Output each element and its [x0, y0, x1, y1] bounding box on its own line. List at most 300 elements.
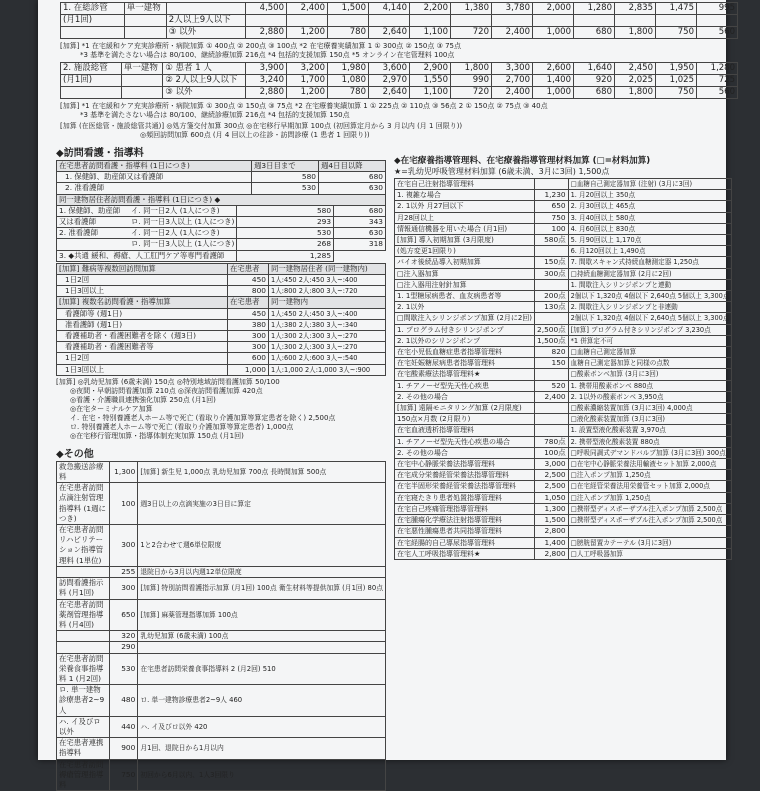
fee-value: 720 — [451, 27, 492, 39]
fee-value: 3,300 — [492, 63, 533, 75]
other-note: 退院日から3月以内週12単位限度 — [138, 566, 386, 577]
row-label: 1日2回 — [57, 353, 228, 364]
fee-value: 1,280 — [697, 63, 738, 75]
multi-visit-table — [56, 263, 386, 376]
other-label: 在宅患者訪問点滴注射管理指導料 (1週につき) — [57, 483, 110, 525]
care-note: □人工呼吸器加算 — [568, 548, 732, 559]
other-value: 900 — [110, 738, 138, 759]
other-note — [138, 642, 386, 653]
same-building-head: 同一建物居住者訪問看護・指導料 (1日につき) ◆ — [57, 194, 386, 205]
row-breakdown: 1人:450 2人:450 3人~:400 — [269, 308, 386, 319]
row-breakdown: 1人:800 2人:800 3人~:720 — [269, 286, 386, 297]
care-note: 2. 月30回以上 465点 — [568, 201, 732, 212]
care-value — [535, 313, 569, 324]
care-note: 1. 月20回以上 350点 — [568, 190, 732, 201]
care-value: 1,500点 — [535, 335, 569, 346]
other-note: 週3日以上の点滴実施の3日目に算定 — [138, 483, 386, 525]
fee-value: 1,550 — [410, 75, 451, 87]
other-value: 440 — [110, 716, 138, 737]
fee-value: 680 — [574, 27, 615, 39]
care-value: 3,000 — [535, 459, 569, 470]
care-note: □膀胱留置カテーテル (3月に3回) — [568, 537, 732, 548]
fee-value: 990 — [451, 75, 492, 87]
care-label: □間歇注入シリンジポンプ加算 (2月に2回) — [395, 313, 535, 324]
row-category: (月1回) — [61, 75, 122, 87]
other-note: 乳幼児加算 (6歳未満) 100点 — [138, 631, 386, 642]
row-building: 単一建物 — [124, 3, 166, 15]
care-note: 2個以下 1,320点 4個以下 2,640点 5個以上 3,300点 — [568, 313, 732, 324]
care-label: バイオ後続品導入初期加算 — [395, 257, 535, 268]
care-note: 2. 間歇注入シリンジポンプと非連動 — [568, 302, 732, 313]
other-note: 在宅患者訪問栄養食事指導料 2 (月2回) 510 — [138, 653, 386, 685]
section-other-title: ◆その他 — [56, 448, 94, 460]
care-value: 300点 — [535, 268, 569, 279]
row-count: 2人以上9人以下 — [166, 15, 245, 27]
fee-value: 995 — [697, 3, 738, 15]
top-fee-section — [60, 0, 738, 140]
care-note: □携帯型ディスポーザブル注入ポンプ加算 2,500点 — [568, 515, 732, 526]
row-category: 1. 在総診管 — [61, 3, 125, 15]
care-note: 3. 月40回以上 580点 — [568, 212, 732, 223]
fee-value — [369, 15, 410, 27]
care-label: 2. 1以外 — [395, 302, 535, 313]
fee-value — [287, 15, 328, 27]
fee-value: 2,200 — [410, 3, 451, 15]
care-label: 在宅腫瘍化学療法注射指導管理料 — [395, 515, 535, 526]
row-label — [57, 205, 237, 216]
note-line: ◎在宅移行管理加算・指導体制充実加算 150点 (月1回) — [70, 431, 244, 440]
fee-value: 4,140 — [369, 3, 410, 15]
care-note: [加算] プログラム付きシリンジポンプ 3,230点 — [568, 324, 732, 335]
home-care-table — [394, 178, 732, 560]
row-value: 630 — [319, 183, 386, 194]
fee-value — [451, 15, 492, 27]
row-count: ③ 以外 — [163, 87, 246, 99]
care-label: 在宅人工呼吸指導管理料★ — [395, 548, 535, 559]
care-note: 7. 間歇スキャン式持続血糖測定器 1,250点 — [568, 257, 732, 268]
care-note: 1. 間歇注入シリンジポンプと連動 — [568, 279, 732, 290]
row-value: 300 — [228, 331, 269, 342]
row-label-1: 1. 保健師、助産師 — [59, 205, 121, 215]
fee-value: 3,600 — [369, 63, 410, 75]
row-category — [61, 27, 125, 39]
other-value: 100 — [110, 483, 138, 525]
care-label: □注入器加算 — [395, 268, 535, 279]
fee-value: 750 — [656, 27, 697, 39]
row-breakdown: 1人:300 2人:300 3人~:270 — [269, 331, 386, 342]
multi-head-c2: 同一建物内 — [269, 297, 386, 308]
fee-value: 725 — [697, 75, 738, 87]
fee-value: 780 — [328, 87, 369, 99]
care-value: 2,500 — [535, 470, 569, 481]
section-home-care-sub: ★=乳幼児呼吸管理材料加算 (6歳未満、3月に3回) 1,500点 — [394, 167, 610, 176]
row-label-1: 2. 准看護師 — [59, 228, 98, 238]
care-label: 1. 複雑な場合 — [395, 190, 535, 201]
row-value: 380 — [228, 319, 269, 330]
add-head-c2: 同一建物居住者 (同一建物内) — [269, 263, 386, 274]
specialist-label: 3. ◆共通 緩和、褥瘡、人工肛門ケア等専門看護師 — [57, 250, 237, 261]
note-line: [加算] ◎乳幼児加算 (6歳未満) 150点 ◎特別地域訪問看護加算 50/100 — [56, 377, 280, 386]
care-note: 2個以下 1,320点 4個以下 2,640点 5個以上 3,300点 — [568, 291, 732, 302]
other-note: [加算] 特別訪問看護指示加算 (月1回) 100点 衛生材料等提供加算 (月1回) 80点 — [138, 578, 386, 599]
care-label: [加算] 遠隔モニタリング加算 (2月限度) — [395, 403, 535, 414]
other-label: 在宅患者訪問リハビリテーション指導管理料 (1単位) — [57, 525, 110, 567]
other-table — [56, 461, 386, 791]
care-value: 100点 — [535, 447, 569, 458]
fee-value: 1,400 — [533, 75, 574, 87]
fee-value — [533, 15, 574, 27]
care-label: 在宅酸素療法指導管理料★ — [395, 369, 535, 380]
care-value: 1,300 — [535, 503, 569, 514]
note-2: [加算] *1 在宅緩和ケア充実診療所・病院加算 ① 300点 ② 150点 ③ 75点 *2 在宅療養実績加算 1 ① 225点 ② 110点 ③ 56点 2 ① 150点 ② 75点 ③ 40点 — [60, 102, 548, 110]
care-label: 在宅血液透析指導管理料 — [395, 425, 535, 436]
specialist-value: 1,285 — [237, 250, 334, 261]
row-breakdown: 1人:1,000 2人:1,000 3人~:900 — [269, 364, 386, 375]
care-value: 100 — [535, 223, 569, 234]
care-value: 520 — [535, 380, 569, 391]
fee-value — [574, 15, 615, 27]
row-value: 580 — [252, 172, 319, 183]
other-note: 月1回、退院日から1月以内 — [138, 738, 386, 759]
row-count: ② 2人以上9人以下 — [163, 75, 246, 87]
care-value — [535, 279, 569, 290]
fee-value: 1,800 — [615, 87, 656, 99]
care-note: □携帯型ディスポーザブル注入ポンプ加算 2,500点 — [568, 503, 732, 514]
care-value: 820 — [535, 347, 569, 358]
row-label — [57, 239, 237, 250]
row-value: 580 — [237, 205, 334, 216]
note-3: [加算 (在医総管・施設総管共通)] ◎処方箋交付加算 300点 ◎在宅移行早期加算 100点 (初回算定月から 3 月以内 (月 1 回限り)) — [60, 122, 463, 130]
nursing-notes — [56, 378, 386, 441]
other-note: ロ. 単一建物診療患者2~9人 460 — [138, 685, 386, 717]
row-label — [57, 217, 237, 228]
care-label: □注入器用注射針加算 — [395, 279, 535, 290]
care-label: 2. その他の場合 — [395, 447, 535, 458]
row-label: 看護補助者・看護困難者を除く (週3日) — [57, 331, 228, 342]
fee-value: 1,200 — [287, 87, 328, 99]
visit-nursing-table — [56, 160, 386, 206]
row-value: 293 — [237, 217, 334, 228]
fee-value: 3,900 — [246, 63, 287, 75]
other-label — [57, 631, 110, 642]
other-note: [加算] 麻薬管理指導加算 100点 — [138, 599, 386, 631]
note-1: [加算] *1 在宅緩和ケア充実診療所・病院加算 ① 400点 ② 200点 ③ 100点 *2 在宅療養実績加算 1 ① 300点 ② 150点 ③ 75点 — [60, 42, 462, 50]
care-note: □在宅経管栄養法用栄養管セット加算 2,000点 — [568, 481, 732, 492]
other-note: [加算] 新生児 1,000点 乳幼児加算 700点 長時間加算 500点 — [138, 461, 386, 482]
fee-value: 1,800 — [615, 27, 656, 39]
fee-value: 2,400 — [287, 3, 328, 15]
fee-value: 1,100 — [410, 27, 451, 39]
fee-value: 1,380 — [451, 3, 492, 15]
multi-head-label: [加算] 複数名訪問看護・指導加算 — [57, 297, 228, 308]
other-label: 在宅患者訪問褥瘡管理指導料 — [57, 759, 110, 791]
other-label: 訪問看護指示料 (月1回) — [57, 578, 110, 599]
fee-value: 1,000 — [533, 27, 574, 39]
other-label — [57, 642, 110, 653]
fee-value — [615, 15, 656, 27]
care-value: 2,500点 — [535, 324, 569, 335]
care-value: 750 — [535, 212, 569, 223]
care-note: □酸素濃縮装置加算 (3月に3回) 4,000点 — [568, 403, 732, 414]
care-note — [568, 526, 732, 537]
care-note: 4. 月60回以上 830点 — [568, 223, 732, 234]
fee-value: 2,970 — [369, 75, 410, 87]
row-label-2: イ. 同一日2人 (1人につき) — [131, 228, 220, 238]
care-value: 1,050 — [535, 492, 569, 503]
fee-value: 2,400 — [492, 27, 533, 39]
fee-value: 1,200 — [287, 27, 328, 39]
fee-value: 1,000 — [533, 87, 574, 99]
other-label: 在宅患者訪問栄養食事指導料 1 (月2回) — [57, 653, 110, 685]
fee-value: 750 — [656, 87, 697, 99]
note-line: ◎在宅ターミナルケア加算 — [70, 404, 153, 413]
row-value: 343 — [334, 217, 386, 228]
care-label: 在宅小児低血糖症患者指導管理料 — [395, 347, 535, 358]
other-label: ハ. イ及びロ以外 — [57, 716, 110, 737]
care-note: □注入ポンプ加算 1,250点 — [568, 492, 732, 503]
document-sheet — [38, 0, 735, 789]
fee-value: 1,475 — [656, 3, 697, 15]
visit-nursing-head-w4: 週4日目以降 — [319, 161, 386, 172]
row-value: 300 — [228, 342, 269, 353]
row-category: 2. 施設総管 — [61, 63, 122, 75]
fee-value: 920 — [574, 75, 615, 87]
row-label: 1. 保健師、助産師又は看護師 — [57, 172, 252, 183]
other-label — [57, 566, 110, 577]
row-value: 800 — [228, 286, 269, 297]
fee-value — [492, 15, 533, 27]
care-note: □注入ポンプ加算 1,250点 — [568, 470, 732, 481]
care-label: 在宅半固形栄養経管栄養法指導管理料 — [395, 481, 535, 492]
fee-value: 680 — [574, 87, 615, 99]
row-building — [124, 15, 166, 27]
care-value: 2,500 — [535, 481, 569, 492]
row-value: 450 — [228, 275, 269, 286]
care-value — [535, 369, 569, 380]
fee-value: 3,240 — [246, 75, 287, 87]
fee-value: 3,200 — [287, 63, 328, 75]
fee-value: 2,700 — [492, 75, 533, 87]
care-label: 2. 1以外 月27回以下 — [395, 201, 535, 212]
fee-value: 1,080 — [328, 75, 369, 87]
row-count: ① 患者 1 人 — [163, 63, 246, 75]
other-value: 300 — [110, 525, 138, 567]
fee-value: 3,780 — [492, 3, 533, 15]
fee-value: 1,950 — [656, 63, 697, 75]
care-value: 780点 — [535, 436, 569, 447]
care-note: □呼吸同調式デマンドバルブ加算 (3月に3回) 300点 — [568, 447, 732, 458]
fee-value: 780 — [328, 27, 369, 39]
care-value — [535, 403, 569, 414]
fee-value: 2,000 — [533, 3, 574, 15]
care-value: 200点 — [535, 291, 569, 302]
care-label: 1. 1型糖尿病患者、血友病患者等 — [395, 291, 535, 302]
fee-value — [656, 15, 697, 27]
fee-value: 2,025 — [615, 75, 656, 87]
fee-value: 2,880 — [246, 87, 287, 99]
add-head-label: [加算] 難病等複数回訪問加算 — [57, 263, 228, 274]
fee-value: 2,835 — [615, 3, 656, 15]
care-label: 在宅自己注射指導管理料 — [395, 179, 535, 190]
fee-value: 560 — [697, 27, 738, 39]
note-3b: ◎頻回訪問加算 600点 (月 4 回以上の往診・訪問診療 (1 患者 1 回限り)) — [140, 131, 370, 139]
care-note: 6. 月120回以上 1,490点 — [568, 246, 732, 257]
row-value: 268 — [237, 239, 334, 250]
other-label: 在宅患者訪問薬剤管理指導料 (月4回) — [57, 599, 110, 631]
fee-value: 2,400 — [492, 87, 533, 99]
fee-value — [246, 15, 287, 27]
row-building — [124, 27, 166, 39]
row-label — [57, 228, 237, 239]
care-value: 580点 — [535, 235, 569, 246]
care-label: 150点×月数 (2月限り) — [395, 414, 535, 425]
care-label: [加算] 導入初期加算 (3月限度) — [395, 235, 535, 246]
care-label: 在宅寝たきり患者処置指導管理料 — [395, 492, 535, 503]
other-note: 1と2合わせて週6単位限度 — [138, 525, 386, 567]
visit-nursing-head-w3: 週3日目まで — [252, 161, 319, 172]
section-visit-nursing-title: ◆訪問看護・指導料 — [56, 148, 144, 159]
care-label: 在宅妊娠糖尿病患者指導管理料 — [395, 358, 535, 369]
fee-value: 2,600 — [533, 63, 574, 75]
row-category: (月1回) — [61, 15, 125, 27]
care-value: 2,400 — [535, 391, 569, 402]
other-value: 530 — [110, 653, 138, 685]
other-value: 290 — [110, 642, 138, 653]
care-label: 在宅自己疼痛管理指導管理料 — [395, 503, 535, 514]
row-value: 630 — [334, 228, 386, 239]
row-label: 看護師等 (週1日) — [57, 308, 228, 319]
care-note: 1. 設置型液化酸素装置 3,970点 — [568, 425, 732, 436]
fee-value: 2,640 — [369, 87, 410, 99]
row-value: 680 — [319, 172, 386, 183]
care-label: 1. プログラム付きシリンジポンプ — [395, 324, 535, 335]
row-building — [121, 87, 162, 99]
care-label: 在宅成分栄養経管栄養法指導管理料 — [395, 470, 535, 481]
care-note: □液化酸素装置加算 (3月に3回) — [568, 414, 732, 425]
care-note: □持続血糖測定器加算 (2月に2回) — [568, 268, 732, 279]
care-value: 2,800 — [535, 526, 569, 537]
row-breakdown: 1人:600 2人:600 3人~:540 — [269, 353, 386, 364]
same-building-table — [56, 205, 386, 262]
row-value: 1,000 — [228, 364, 269, 375]
other-label: 救急搬送診療料 — [57, 461, 110, 482]
care-note: 1. 携帯用酸素ボンベ 880点 — [568, 380, 732, 391]
row-value: 680 — [334, 205, 386, 216]
fee-value — [328, 15, 369, 27]
row-label-2: イ. 同一日2人 (1人につき) — [131, 205, 220, 215]
note-line: イ. 在宅・特別養護老人ホーム等で死亡 (看取り介護加算等算定患者を除く) 2,500点 — [70, 413, 336, 422]
other-note: 初回から6月以内、1人3回限り — [138, 759, 386, 791]
note-line: ◎看護・介護職員連携強化加算 250点 (月1回) — [70, 395, 216, 404]
row-label: 看護補助者・看護困難者等 — [57, 342, 228, 353]
other-note: ハ. イ及びロ以外 420 — [138, 716, 386, 737]
fee-value: 2,900 — [410, 63, 451, 75]
row-breakdown: 1人:300 2人:300 3人~:270 — [269, 342, 386, 353]
care-note: □血糖自己測定器加算 (注射) (3月に3回) — [568, 179, 732, 190]
fee-value: 2,640 — [369, 27, 410, 39]
care-label: 在宅悪性腫瘍患者共同指導管理料 — [395, 526, 535, 537]
care-value: 1,400 — [535, 537, 569, 548]
fee-value: 720 — [451, 87, 492, 99]
section-home-care-title: ◆在宅療養指導管理料、在宅療養指導管理材料加算 (□=材料加算) — [394, 156, 651, 166]
fee-value: 2,880 — [246, 27, 287, 39]
row-label: 2. 准看護師 — [57, 183, 252, 194]
care-note: 血糖自己測定器加算と同様の点数 — [568, 358, 732, 369]
row-breakdown: 1人:380 2人:380 3人~:340 — [269, 319, 386, 330]
row-label: 准看護師 (週1日) — [57, 319, 228, 330]
note-1b: *3 基準を満たさない場合は 80/100、継続診療加算 216点 *4 包括的支援加算 150点 *5 オンライン在宅管理料 100点 — [80, 51, 455, 59]
row-value: 600 — [228, 353, 269, 364]
other-value: 320 — [110, 631, 138, 642]
care-value: 150点 — [535, 257, 569, 268]
fee-value: 1,100 — [410, 87, 451, 99]
other-value: 1,300 — [110, 461, 138, 482]
care-value: 650 — [535, 201, 569, 212]
fee-value — [697, 15, 738, 27]
row-label-1: 又は看護師 — [59, 217, 96, 227]
row-category — [61, 87, 122, 99]
note-2b: *3 基準を満たさない場合は 80/100、継続診療加算 216点 *4 包括的支援加算 150点 — [80, 111, 350, 119]
fee-value: 1,640 — [574, 63, 615, 75]
fee-value: 1,700 — [287, 75, 328, 87]
care-value: 1,500 — [535, 515, 569, 526]
shisetsu-table — [60, 62, 738, 99]
care-value: 2,800 — [535, 548, 569, 559]
other-value: 300 — [110, 578, 138, 599]
row-count: ③ 以外 — [166, 27, 245, 39]
fee-value: 560 — [697, 87, 738, 99]
care-note: 5. 月90回以上 1,170点 — [568, 235, 732, 246]
care-note: *1 併算定不可 — [568, 335, 732, 346]
other-value: 750 — [110, 759, 138, 791]
other-value: 255 — [110, 566, 138, 577]
row-building — [121, 75, 162, 87]
row-label: 1日2回 — [57, 275, 228, 286]
other-value: 650 — [110, 599, 138, 631]
other-label: ロ. 単一建物診療患者2~9人 — [57, 685, 110, 717]
care-value: 130点 — [535, 302, 569, 313]
other-label: 在宅患者連携指導料 — [57, 738, 110, 759]
fee-value: 1,280 — [574, 3, 615, 15]
row-label-2: ロ. 同一日3人以上 (1人につき) — [131, 239, 235, 249]
care-note: 2. 1以外の酸素ボンベ 3,950点 — [568, 391, 732, 402]
care-note: □酸素ボンベ加算 (3月に3回) — [568, 369, 732, 380]
fee-value: 2,450 — [615, 63, 656, 75]
multi-head-c1: 在宅患者 — [228, 297, 269, 308]
care-label: 1. チアノーゼ型先天性心疾患の場合 — [395, 436, 535, 447]
care-label: 月28回以上 — [395, 212, 535, 223]
care-value — [535, 246, 569, 257]
row-count — [166, 3, 245, 15]
row-value: 450 — [228, 308, 269, 319]
row-value: 318 — [334, 239, 386, 250]
row-label-2: ロ. 同一日3人以上 (1人につき) — [131, 217, 235, 227]
care-label: 2. 1以外のシリンジポンプ — [395, 335, 535, 346]
row-label: 1日3回以上 — [57, 364, 228, 375]
care-note: □在宅中心静脈栄養法用輸液セット加算 2,000点 — [568, 459, 732, 470]
care-value: 150 — [535, 358, 569, 369]
care-note: □血糖自己測定器加算 — [568, 347, 732, 358]
care-value — [535, 179, 569, 190]
care-label: 在宅中心静脈栄養法指導管理料 — [395, 459, 535, 470]
care-label: 2. その他の場合 — [395, 391, 535, 402]
visit-nursing-head-label: 在宅患者訪問看護・指導料 (1日につき) — [57, 161, 252, 172]
fee-value: 1,800 — [451, 63, 492, 75]
care-note: 2. 携帯型液化酸素装置 880点 — [568, 436, 732, 447]
fee-value: 1,025 — [656, 75, 697, 87]
care-value — [535, 414, 569, 425]
row-breakdown: 1人:450 2人:450 3人~:400 — [269, 275, 386, 286]
